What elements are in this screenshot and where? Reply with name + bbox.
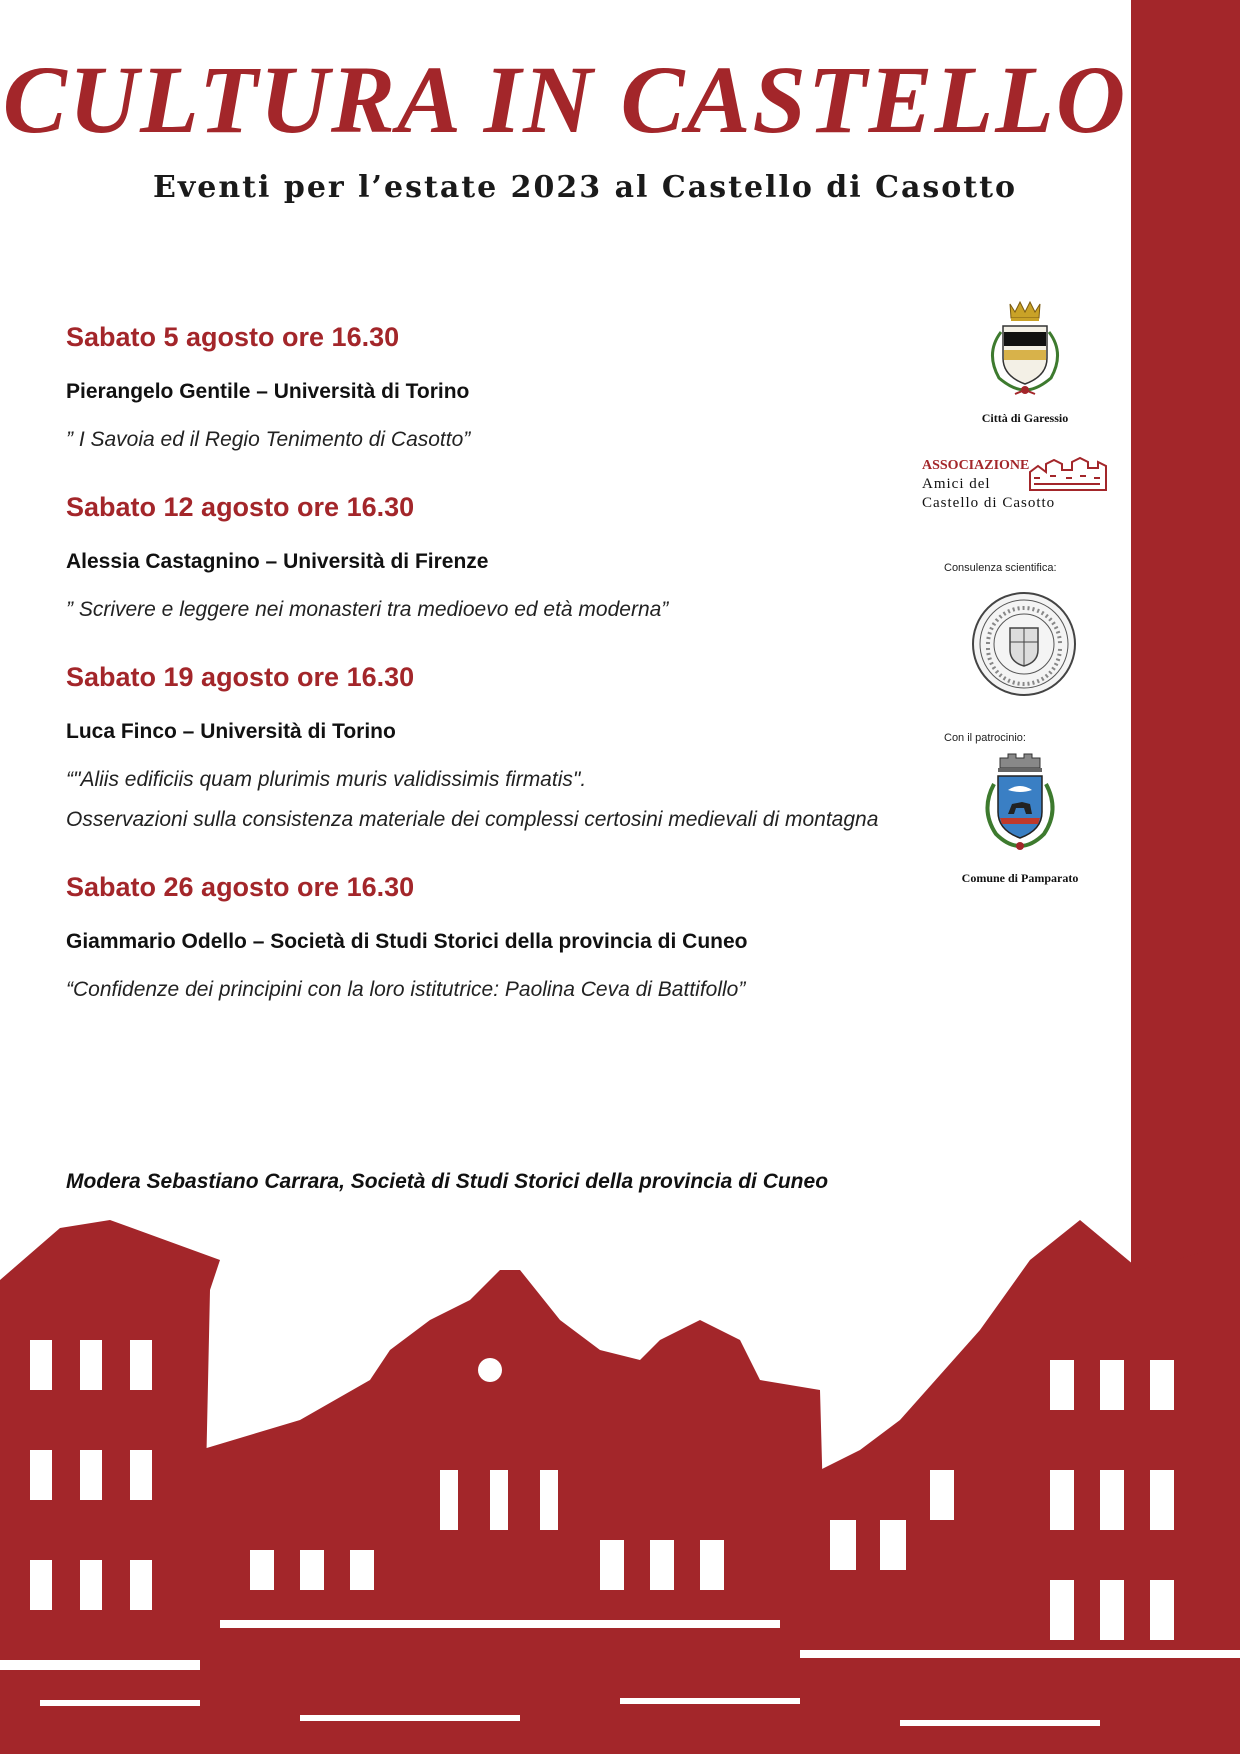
garessio-caption: Città di Garessio [981,411,1069,425]
event-item [66,320,946,454]
page-title: CULTURA IN CASTELLO [2,46,1128,153]
event-date: Sabato 19 agosto ore 16.30 [66,662,415,692]
castle-sketch-icon [1028,456,1108,492]
event-date: Sabato 5 agosto ore 16.30 [66,322,400,352]
pamparato-caption: Comune di Pamparato [961,871,1079,885]
pamparato-crest-icon [970,750,1070,866]
events-list [66,320,946,1040]
castle-illustration [0,1220,1240,1754]
event-item [66,870,946,1004]
event-talk-continued: Osservazioni sulla consistenza materiale dei complessi certosini medievali di montagna [66,808,879,831]
patrocinio-label: Con il patrocinio: [944,732,1026,744]
society-seal-icon [970,590,1078,698]
event-speaker: Pierangelo Gentile – Università di Torino [66,380,470,403]
moderator-note: Modera Sebastiano Carrara, Società di Studi Storici della provincia di Cuneo [66,1170,829,1193]
association-line: Amici del [922,476,991,492]
association-logo [922,456,1132,513]
event-date: Sabato 26 agosto ore 16.30 [66,872,415,902]
event-talk: “"Aliis edificiis quam plurimis muris validissimis firmatis". [66,768,587,791]
pamparato-logo [950,750,1090,886]
event-talk: ” Scrivere e leggere nei monasteri tra medioevo ed età moderna” [66,598,669,621]
event-date: Sabato 12 agosto ore 16.30 [66,492,415,522]
event-talk: “Confidenze dei principini con la loro istitutrice: Paolina Ceva di Battifollo” [66,978,746,1001]
consulenza-label: Consulenza scientifica: [944,562,1057,574]
association-heading: ASSOCIAZIONE [922,458,1030,473]
event-talk: ” I Savoia ed il Regio Tenimento di Casotto” [66,428,471,451]
garessio-logo [965,298,1085,426]
event-speaker: Giammario Odello – Società di Studi Storici della provincia di Cuneo [66,930,748,953]
page-subtitle: Eventi per l’estate 2023 al Castello di Casotto [152,170,1018,205]
association-line: Castello di Casotto [922,495,1056,511]
event-speaker: Alessia Castagnino – Università di Firenze [66,550,489,573]
event-item [66,490,946,624]
event-item [66,660,946,834]
event-speaker: Luca Finco – Università di Torino [66,720,396,743]
garessio-crest-icon [975,298,1075,406]
